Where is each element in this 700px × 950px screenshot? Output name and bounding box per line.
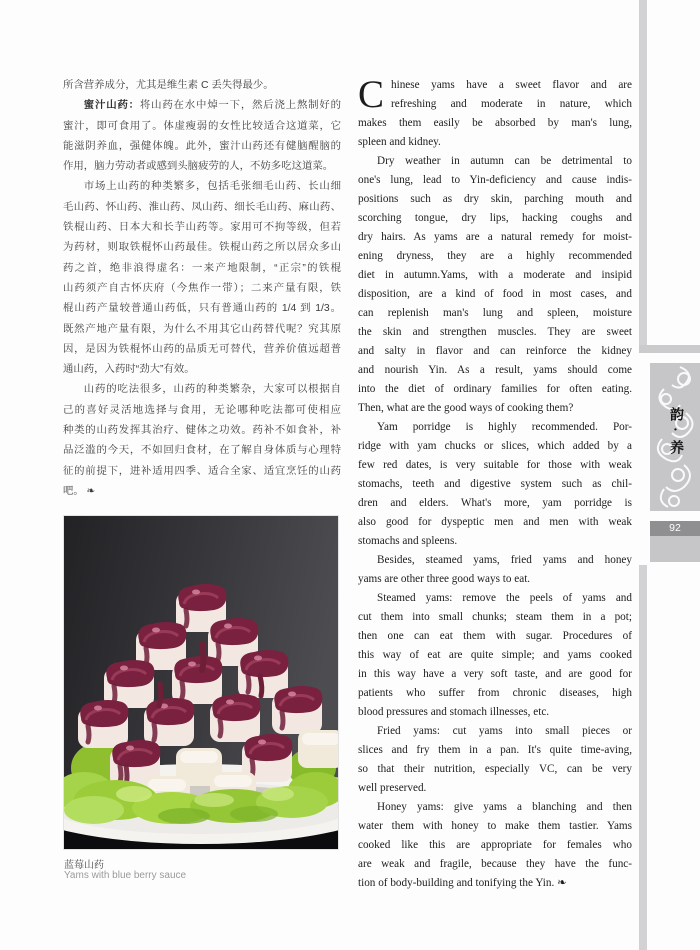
- sidebar-rule-bottom: [639, 565, 647, 950]
- sidebar-section-block: [650, 363, 700, 511]
- paragraph-en-7: Honey yams: give yams a blanching and then water them with honey to make them tastier. Yams cooked like this are appropriate for females who are weak and fragile, because they have the func- tion of body-building and tonifying the Yin. ❧: [358, 801, 632, 889]
- photo-caption-english: Yams with blue berry sauce: [64, 870, 187, 881]
- yams-photo-illustration: [64, 516, 338, 849]
- paragraph-nutrition-intro: 所含营养成分，尤其是维生素 C 丢失得最少。: [63, 80, 274, 91]
- paragraph-en-3: Yam porridge is highly recommended. Por- ridge with yam chucks or slices, which added by a few red dates, is very suitable for those with weak stomachs, teeth and digestive system such as chil- dren and elders. What's more, yam porridge is also good for dyspeptic men and men with weak stomachs and spleens.: [358, 421, 632, 547]
- paragraph-ways-of-eating: 山药的吃法很多，山药的种类繁杂，大家可以根据自 己的喜好灵活地选择与食用，无论哪种吃法都可使相应 种类的山药发挥其治疗、健体之功效。药补不如食补，补 品泛滥的今天，不如回归食材，在了解自身体质与心理特 征的前提下，进补适用四季、适合全家、适宜烹饪的山药 吧。 ❧: [63, 384, 341, 497]
- paragraph-en-4: Besides, steamed yams, fried yams and honey yams are other three good ways to eat.: [358, 554, 632, 585]
- paragraph-honey-yam: [63, 96, 341, 177]
- honey-yam-body: 蜜汁，即可食用了。体虚瘦弱的女性比较适合这道菜，它 能滋阴养血，强健体魄。此外，蜜汁山药还有健脑醒脑的 作用，脑力劳动者或感到头脑疲劳的人，不妨多吃这道菜。: [63, 120, 341, 173]
- page-number-badge: 92: [650, 521, 700, 536]
- sidebar-block-lower: [650, 536, 700, 562]
- english-column: [358, 73, 632, 893]
- photo-caption-chinese: 蓝莓山药: [64, 860, 104, 871]
- paragraph-en-6: Fried yams: cut yams into small pieces or slices and fry them in a pan. It's quite time-aving, so that their nutrition, especially VC, can be very well preserved.: [358, 725, 632, 794]
- section-title-vertical: 韵·养: [668, 407, 683, 456]
- paragraph-en-1-body: hinese yams have a sweet flavor and are refreshing and moderate in nature, which makes them easily be absorbed by man's lung, spleen and kidney.: [358, 79, 632, 148]
- paragraph-yam-varieties: 市场上山药的种类繁多，包括毛张细毛山药、长山细 毛山药、怀山药、淮山药、凤山药、细长毛山药、麻山药、 铁棍山药、日本大和长芋山药等。家用可不拘等级，但若 为药材，则取铁棍怀山药最佳。铁棍山药之所以居众多山 药之首，绝非浪得虚名：一来产地限制，“正宗”的铁棍 山药须产自古怀庆府（今焦作一带）；二来产量有限，铁 棍山药产量较普通山药低，只有普通山药的 1/4 到 1/3。 既然产地产量有限，为什么不用其它山药替代呢？究其原 因，是因为铁棍怀山药的品质无可替代，营养价值远超普 通山药，入药时“劲大”有效。: [63, 181, 341, 376]
- sidebar-band: [639, 345, 700, 353]
- photo-yams-blueberry: [63, 515, 339, 850]
- paragraph-en-5: Steamed yams: remove the peels of yams and cut them into small chunks; steam them in a pot; then one can eat them with sugar. Procedures of this way of eat are quite simple; and yams cooked in this way have a very soft taste, and are good for patients who suffer from chronic diseases, high blood pressures and stomach illnesses, etc.: [358, 592, 632, 718]
- chinese-column: [63, 76, 341, 502]
- paragraph-en-2: Dry weather in autumn can be detrimental to one's lung, lead to Yin-deficiency and cause indis- positions such as dry skin, parching mouth and scorching tongue, dry lips, hacking coughs and dry hairs. As yams are a natural remedy for moist- ening dryness, they are a highly recommended diet in autumn.Yams, with a moderate and insipid disposition, are a kind of food in most cases, and can replenish man's lung and spleen, moisture the skin and strengthen muscles. They are sweet and salty in flavor and can reinforce the kidney and nourish Yin. As a result, yams should come into the diet of ordinary families for often eating. Then, what are the good ways of cooking them?: [358, 155, 632, 414]
- sidebar-rule-top: [639, 0, 647, 345]
- drop-cap: C: [358, 73, 385, 116]
- paragraph-en-1: [358, 73, 632, 152]
- honey-yam-label: 蜜汁山药：: [83, 100, 140, 112]
- honey-yam-first-line: 将山药在水中焯一下，然后浇上熬制好的: [139, 100, 341, 112]
